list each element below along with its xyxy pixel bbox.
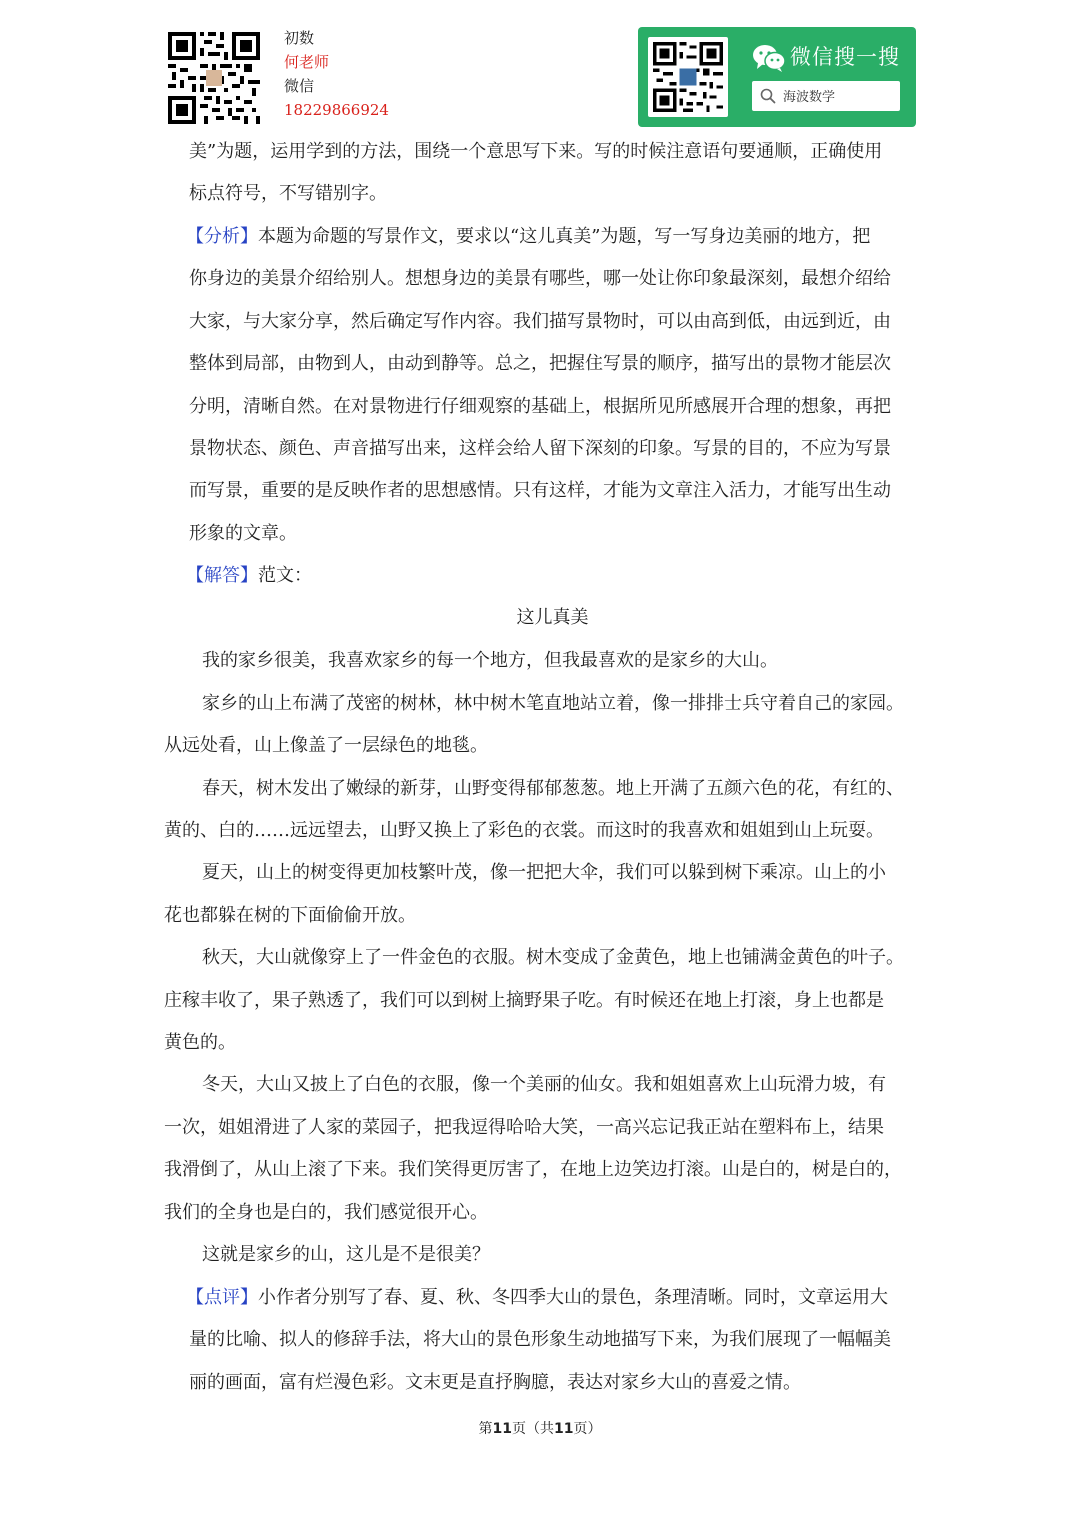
- wechat-logo-icon: [752, 43, 786, 73]
- intro-line: 标点符号，不写错别字。: [189, 183, 387, 204]
- page-footer: [0, 1418, 1080, 1438]
- analysis-line: 而写景，重要的是反映作者的思想感情。只有这样，才能为文章注入活力，才能写出生动: [189, 480, 891, 501]
- contact-teacher: 何老师: [284, 53, 330, 71]
- essay-line: 这就是家乡的山，这儿是不是很美？: [202, 1244, 490, 1265]
- footer-mid: 页（共: [512, 1421, 554, 1437]
- footer-prefix: 第: [478, 1421, 493, 1437]
- essay-line: 我的家乡很美，我喜欢家乡的每一个地方，但我最喜欢的是家乡的大山。: [202, 650, 778, 671]
- review-line: 量的比喻、拟人的修辞手法，将大山的景色形象生动地描写下来，为我们展现了一幅幅美: [189, 1329, 891, 1350]
- analysis-tag: 【分析】: [186, 226, 258, 247]
- essay-line: 春天，树木发出了嫩绿的新芽，山野变得郁郁葱葱。地上开满了五颜六色的花，有红的、: [202, 778, 904, 799]
- essay-line: 花也都躲在树的下面偷偷开放。: [164, 905, 416, 926]
- essay-line: 我们的全身也是白的，我们感觉很开心。: [164, 1202, 488, 1223]
- search-query-text: 海波数学: [783, 90, 836, 105]
- analysis-line: 你身边的美景介绍给别人。想想身边的美景有哪些，哪一处让你印象最深刻，最想介绍给: [189, 268, 891, 289]
- wechat-search-title: 微信搜一搜: [790, 45, 900, 69]
- review-text: 小作者分别写了春、夏、秋、冬四季大山的景色，条理清晰。同时，文章运用大: [258, 1287, 888, 1308]
- qr-code-left: [168, 32, 260, 124]
- page-number: 11: [492, 1421, 512, 1437]
- essay-line: 家乡的山上布满了茂密的树林，林中树木笔直地站立着，像一排排士兵守着自己的家园。: [202, 693, 904, 714]
- essay-line: 夏天，山上的树变得更加枝繁叶茂，像一把把大伞，我们可以躲到树下乘凉。山上的小: [202, 862, 886, 883]
- footer-suffix: 页）: [573, 1421, 602, 1437]
- qr-code-right: [648, 37, 728, 117]
- analysis-line: 整体到局部，由物到人，由动到静等。总之，把握住写景的顺序，描写出的景物才能层次: [189, 353, 891, 374]
- qr-code-icon: [653, 42, 723, 112]
- contact-phone: 18229866924: [284, 101, 389, 119]
- wechat-search-card[interactable]: [638, 27, 916, 127]
- essay-line: 庄稼丰收了，果子熟透了，我们可以到树上摘野果子吃。有时候还在地上打滚，身上也都是: [164, 990, 884, 1011]
- analysis-line-first: [186, 225, 870, 249]
- wechat-search-box[interactable]: [752, 81, 900, 111]
- answer-intro: 范文：: [258, 565, 312, 586]
- answer-line: [186, 564, 312, 588]
- essay-line: 一次，姐姐滑进了人家的菜园子，把我逗得哈哈大笑，一高兴忘记我正站在塑料布上，结果: [164, 1117, 884, 1138]
- qr-code-icon: [168, 32, 260, 124]
- essay-title: 这儿真美: [516, 607, 589, 628]
- essay-line: 我滑倒了，从山上滚了下来。我们笑得更厉害了，在地上边笑边打滚。山是白的，树是白的，: [164, 1159, 902, 1180]
- search-icon: [760, 88, 776, 104]
- essay-line: 秋天，大山就像穿上了一件金色的衣服。树木变成了金黄色，地上也铺满金黄色的叶子。: [202, 947, 904, 968]
- total-pages: 11: [554, 1421, 574, 1437]
- review-line: 丽的画面，富有烂漫色彩。文末更是直抒胸臆，表达对家乡大山的喜爱之情。: [189, 1372, 801, 1393]
- contact-subject: 初数: [284, 29, 315, 47]
- essay-line: 黄的、白的……远远望去，山野又换上了彩色的衣裳。而这时的我喜欢和姐姐到山上玩耍。: [164, 820, 884, 841]
- contact-info: [284, 26, 389, 122]
- essay-line: 从远处看，山上像盖了一层绿色的地毯。: [164, 735, 488, 756]
- intro-line: 美”为题，运用学到的方法，围绕一个意思写下来。写的时候注意语句要通顺，正确使用: [189, 141, 883, 162]
- answer-tag: 【解答】: [186, 565, 258, 586]
- analysis-text: 本题为命题的写景作文，要求以“这儿真美”为题，写一写身边美丽的地方，把: [258, 226, 871, 247]
- analysis-line: 大家，与大家分享，然后确定写作内容。我们描写景物时，可以由高到低，由远到近，由: [189, 311, 891, 332]
- contact-wechat-label: 微信: [284, 77, 315, 95]
- review-tag: 【点评】: [186, 1287, 258, 1308]
- review-line-first: [186, 1286, 888, 1310]
- analysis-line: 景物状态、颜色、声音描写出来，这样会给人留下深刻的印象。写景的目的，不应为写景: [189, 438, 891, 459]
- analysis-line: 分明，清晰自然。在对景物进行仔细观察的基础上，根据所见所感展开合理的想象，再把: [189, 396, 891, 417]
- essay-line: 黄色的。: [164, 1032, 236, 1053]
- analysis-line: 形象的文章。: [189, 523, 297, 544]
- essay-line: 冬天，大山又披上了白色的衣服，像一个美丽的仙女。我和姐姐喜欢上山玩滑力坡，有: [202, 1074, 886, 1095]
